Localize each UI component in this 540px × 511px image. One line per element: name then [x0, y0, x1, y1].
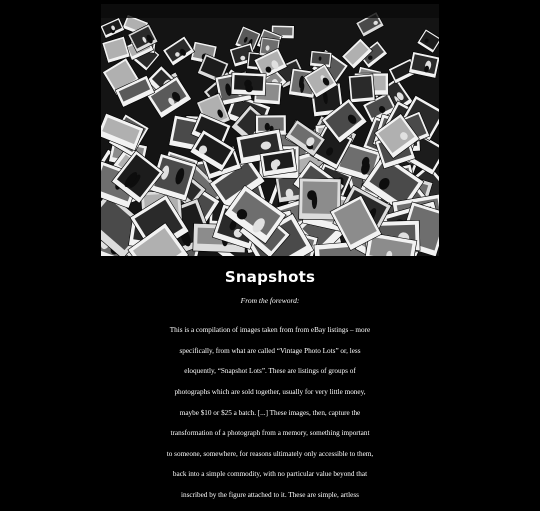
- foreword-line: maybe $10 or $25 a batch. [...] These images, then, capture the: [179, 408, 361, 417]
- hero-photo-pile-image: [101, 4, 439, 256]
- foreword-line: specifically, from what are called “Vintage Photo Lots” or, less: [179, 346, 361, 355]
- foreword-line: This is a compilation of images taken from from eBay listings – more: [169, 326, 371, 335]
- photo-pile-illustration: [101, 4, 439, 256]
- foreword-line: inscribed by the figure attached to it. These are simple, artless: [181, 491, 359, 500]
- foreword-line: eloquently, “Snapshot Lots”. These are listings of groups of: [184, 367, 356, 376]
- page-title: Snapshots: [224, 268, 316, 286]
- foreword-line: to someone, somewhere, for reasons ultimately only accessible to them,: [166, 449, 374, 458]
- foreword-line: photographs which are sold together, usually for very little money,: [174, 388, 366, 397]
- foreword-line: transformation of a photograph from a memory, something important: [170, 429, 370, 438]
- snapshot-photo: [310, 51, 332, 68]
- snapshot-photo: [260, 149, 297, 177]
- foreword-line: back into a simple commodity, with no particular value beyond that: [172, 470, 368, 479]
- foreword-text: [163, 315, 377, 511]
- snapshot-photo: [348, 74, 375, 103]
- snapshot-photo: [231, 72, 266, 96]
- foreword-label: From the foreword:: [240, 296, 300, 305]
